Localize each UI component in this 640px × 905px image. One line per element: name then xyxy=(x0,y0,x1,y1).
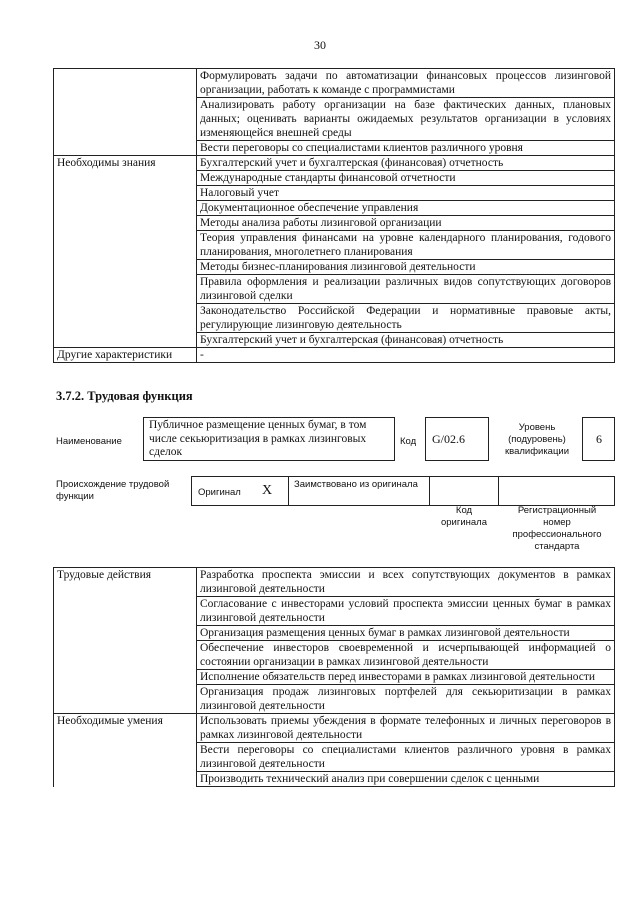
code-label: Код xyxy=(400,436,417,447)
table-cell: Формулировать задачи по автоматизации финансовых процессов лизинговой организации, работать к команде с программистами xyxy=(197,69,615,98)
code-box xyxy=(425,417,489,461)
table-cell: Согласование с инвесторами условий проспекта эмиссии ценных бумаг в рамках лизинговой деятельности xyxy=(197,597,615,626)
row-label-other: Другие характеристики xyxy=(54,348,197,363)
row-label-knowledge: Необходимы знания xyxy=(54,156,197,348)
table-cell: Исполнение обязательств перед инвесторами в рамках лизинговой деятельности xyxy=(197,670,615,685)
table-cell: Вести переговоры со специалистами клиентов различного уровня в рамках лизинговой деятельности xyxy=(197,743,615,772)
reg-number-label: Регистрационный номер профессионального стандарта xyxy=(512,505,602,552)
competency-table-1 xyxy=(53,68,615,363)
table-cell: Законодательство Российской Федерации и нормативные правовые акты, регулирующие лизинговую деятельность xyxy=(197,304,615,333)
table-cell: Налоговый учет xyxy=(197,186,615,201)
table-cell: - xyxy=(197,348,615,363)
table-cell: Анализировать работу организации на базе фактических данных, плановых данных; оценивать варианты ожидаемых результатов организации в условиях изменяющейся внешней среды xyxy=(197,98,615,141)
section-title: 3.7.2. Трудовая функция xyxy=(56,389,193,403)
table-cell: Разработка проспекта эмиссии и всех сопутствующих документов в рамках лизинговой деятельности xyxy=(197,568,615,597)
table-row xyxy=(54,714,615,743)
original-mark: X xyxy=(262,483,273,498)
table-cell: Бухгалтерский учет и бухгалтерская (финансовая) отчетность xyxy=(197,156,615,171)
table-cell: Методы анализа работы лизинговой организации xyxy=(197,216,615,231)
table-row xyxy=(54,348,615,363)
table-cell: Теория управления финансами на уровне календарного планирования, годового планирования, многолетнего планирования xyxy=(197,231,615,260)
reg-number-box xyxy=(498,476,615,506)
row-label xyxy=(54,69,197,156)
table-cell: Международные стандарты финансовой отчетности xyxy=(197,171,615,186)
borrowed-label: Заимствовано из оригинала xyxy=(294,479,418,490)
row-label-skills: Необходимые умения xyxy=(54,714,197,787)
origin-box xyxy=(191,476,430,506)
page-number: 30 xyxy=(314,38,326,52)
original-label: Оригинал xyxy=(198,487,241,498)
table-cell: Организация размещения ценных бумаг в рамках лизинговой деятельности xyxy=(197,626,615,641)
table-cell: Документационное обеспечение управления xyxy=(197,201,615,216)
name-label: Наименование xyxy=(56,436,122,447)
name-value-box xyxy=(143,417,395,461)
table-cell: Использовать приемы убеждения в формате телефонных и личных переговоров в рамках лизинговой деятельности xyxy=(197,714,615,743)
table-row xyxy=(54,156,615,171)
table-cell: Бухгалтерский учет и бухгалтерская (финансовая) отчетность xyxy=(197,333,615,348)
competency-table-2 xyxy=(53,567,615,787)
table-cell: Методы бизнес-планирования лизинговой деятельности xyxy=(197,260,615,275)
code-value: G/02.6 xyxy=(432,432,465,446)
level-box xyxy=(582,417,615,461)
level-value: 6 xyxy=(596,432,602,446)
origin-label: Происхождение трудовой функции xyxy=(56,479,170,502)
name-value: Публичное размещение ценных бумаг, в том числе секьюритизация в рамках лизинговых сделок xyxy=(149,419,367,458)
table-cell: Правила оформления и реализации различных видов сопутствующих договоров лизинговой сделки xyxy=(197,275,615,304)
table-cell: Вести переговоры со специалистами клиентов различного уровня xyxy=(197,141,615,156)
table-cell: Производить технический анализ при совершении сделок с ценными xyxy=(197,772,615,787)
table-cell: Организация продаж лизинговых портфелей для секьюритизации в рамках лизинговой деятельности xyxy=(197,685,615,714)
code-original-box xyxy=(429,476,499,506)
row-label-actions: Трудовые действия xyxy=(54,568,197,714)
code-original-label: Код оригинала xyxy=(440,505,487,528)
level-label: Уровень (подуровень) квалификации xyxy=(504,422,570,457)
table-cell: Обеспечение инвесторов своевременной и исчерпывающей информацией о состоянии организации в рамках лизинговой деятельности xyxy=(197,641,615,670)
table-row xyxy=(54,568,615,597)
table-row xyxy=(54,69,615,98)
divider xyxy=(288,476,289,506)
